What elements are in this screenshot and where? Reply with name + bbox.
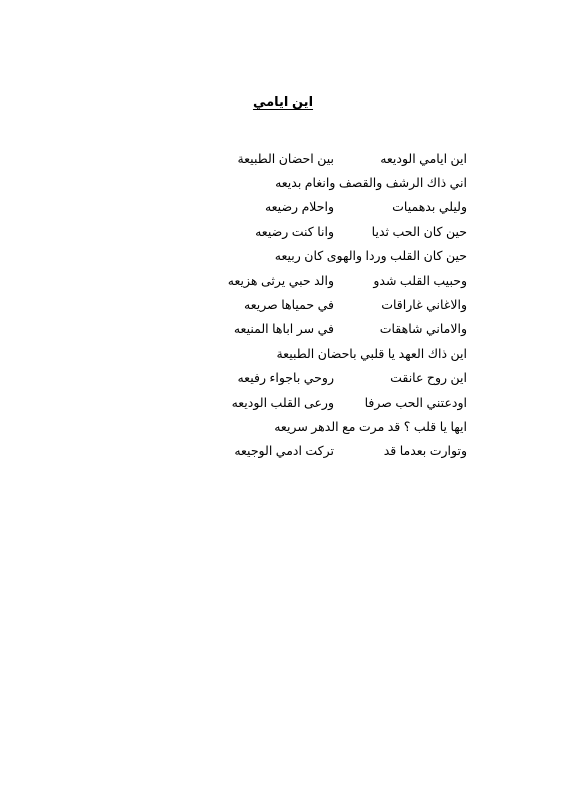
- verse-second-hemistich: والد حبي يرثى هزيعه: [227, 273, 334, 288]
- verse-second-hemistich: تركت ادمي الوجيعه: [234, 444, 334, 459]
- verse-line: [150, 170, 467, 194]
- verse-second-hemistich: وانا كنت رضيعه: [255, 224, 334, 239]
- verse-first-hemistich: والاماني شاهقات: [379, 322, 467, 337]
- verse-first-hemistich: والاغاني غاراقات: [381, 298, 467, 313]
- verse-second-hemistich: واحلام رضيعه: [264, 200, 334, 215]
- verse-full-line: اني ذاك الرشف والقصف وانغام بديعه: [275, 176, 467, 191]
- verse-line: [150, 439, 467, 463]
- verse-line: [150, 244, 467, 268]
- verse-line: [150, 292, 467, 316]
- verse-first-hemistich: وتوارت بعدما قد: [383, 444, 467, 459]
- verse-first-hemistich: اودعتني الحب صرفا: [364, 395, 467, 410]
- verse-second-hemistich: في سر اباها المنيعه: [233, 322, 334, 337]
- verse-first-hemistich: وليلي بدهميات: [392, 200, 467, 215]
- verse-second-hemistich: روحي باجواء رفيعه: [237, 371, 334, 386]
- verse-first-hemistich: وحبيب القلب شدو: [373, 273, 467, 288]
- verse-line: [150, 390, 467, 414]
- verse-line: [150, 146, 467, 170]
- verse-line: [150, 268, 467, 292]
- verse-line: [150, 195, 467, 219]
- verse-line: [150, 341, 467, 365]
- verse-first-hemistich: اين روح عانقت: [390, 371, 467, 386]
- poem-body: [150, 146, 467, 463]
- verse-line: [150, 414, 467, 438]
- verse-second-hemistich: في حمياها صريعه: [244, 298, 334, 313]
- verse-full-line: ايها يا قلب ؟ قد مرت مع الدهر سريعه: [274, 419, 467, 434]
- verse-line: [150, 219, 467, 243]
- verse-full-line: حين كان القلب وردا والهوى كان ربيعه: [274, 249, 467, 264]
- verse-full-line: اين ذاك العهد يا قلبي باحضان الطبيعة: [276, 346, 467, 361]
- verse-first-hemistich: حين كان الحب ثديا: [371, 224, 467, 239]
- verse-second-hemistich: بين احضان الطبيعة: [237, 151, 334, 166]
- poem-title: اين ايامي: [252, 94, 314, 109]
- verse-first-hemistich: اين ايامي الوديعه: [380, 151, 467, 166]
- verse-line: [150, 317, 467, 341]
- verse-second-hemistich: ورعى القلب الوديعه: [231, 395, 334, 410]
- verse-line: [150, 366, 467, 390]
